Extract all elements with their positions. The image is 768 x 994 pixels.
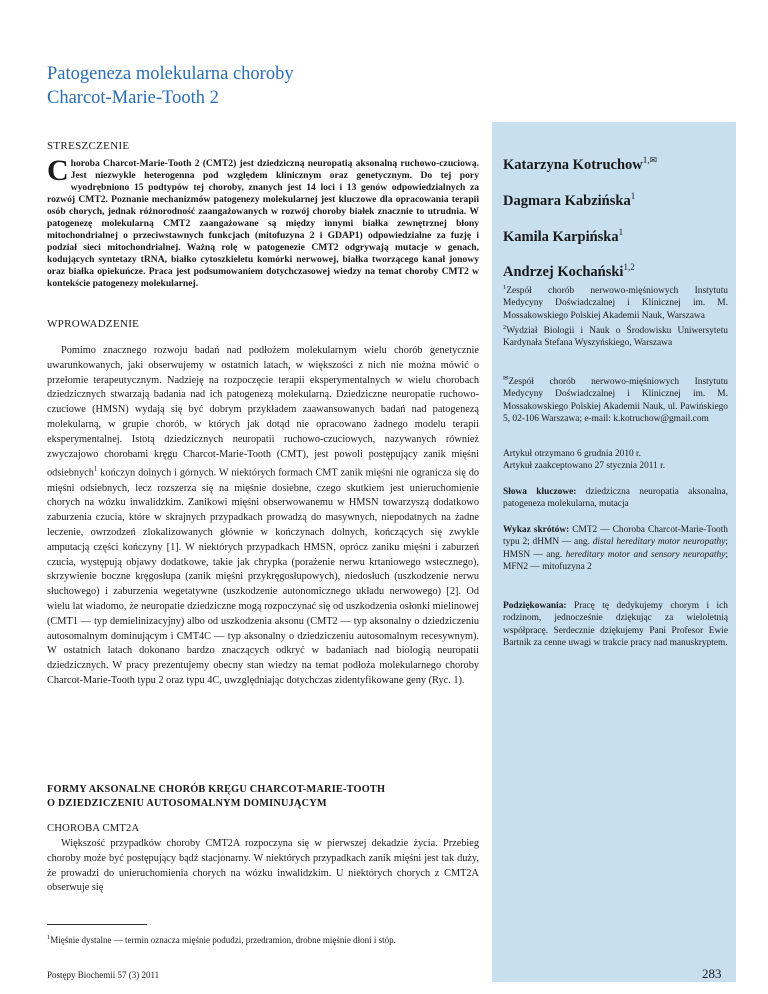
affiliation-2-number: 2 (503, 324, 507, 332)
keywords (503, 486, 728, 511)
author-affiliation: 1 (618, 226, 624, 237)
abbrev-part-3: ; MFN2 — mitofuzyna 2 (503, 549, 728, 572)
introduction-section (47, 318, 479, 689)
affiliation-1-text: Zespół chorób nerwowo-mięśniowych Instytutu Medycyny Doświadczalnej i Klinicznej im. M. Mossakowskiego Polskiej Akademii Nauk, Warszawa (503, 286, 728, 321)
introduction-heading: WPROWADZENIE (47, 318, 140, 330)
footnote-text: Mięśnie dystalne — termin oznacza mięśnie podudzi, przedramion, drobne mięśnie dłoni i stóp. (50, 935, 396, 945)
abbrev-italic-1: distal hereditary motor neuropathy (592, 537, 726, 548)
author-name: Andrzej Kochański (503, 264, 624, 281)
cmt2a-heading: CHOROBA CMT2A (47, 823, 140, 834)
author-affiliation: 1,2 (623, 262, 635, 273)
introduction-text (47, 344, 479, 689)
affiliation-2-text: Wydział Biologii i Nauk o Środowisku Uniwersytetu Kardynała Stefana Wyszyńskiego, Warszawa (503, 326, 728, 349)
author-2 (503, 186, 728, 211)
abbrev-part-2: ; HMSN — ang. (503, 537, 729, 560)
author-affiliation: 1,✉ (642, 155, 658, 165)
correspondence-text-wrap (503, 373, 728, 425)
abbreviations-label: Wykaz skrótów: (503, 525, 570, 535)
abstract-body: horoba Charcot-Marie-Tooth 2 (CMT2) jest dziedziczną neuropatią aksonalną ruchowo-czuciową. Jest niezwykle heterogenna pod względem klinicznym oraz genetycznym. Do tej pory wyodrębniono 15 podtypów tej choroby, znanych jest 14 loci i 13 genów odpowiedzialnych za rozwój CMT2. Poznanie mechanizmów patogenezy molekularnej jest kluczowe dla opracowania terapii osób chorych, jednak różnorodność zaangażowanych w rozwój choroby białek znacznie to utrudnia. W patogenezę molekularną CMT2 zaangażowane są między innymi białka zewnętrznej błony mitochondrialnej o przeciwstawnych funkcjach (mitofuzyna 2 i GDAP1) odpowiedzialne za fuzję i podział sieci mitochondrialnej. Ważną rolę w patogenezie CMT2 odgrywają mutacje w genach, kodujących syntetazy tRNA, białko cytoszkieletu komórki nerwowej, białka tworzącego kanał jonowy oraz białka opiekuńcze. Praca jest podsumowaniem dotychczasowej wiedzy na temat choroby CMT2 w kontekście patogenezy molekularnej. (47, 158, 479, 289)
author-name: Dagmara Kabzińska (503, 192, 631, 209)
envelope-icon: ✉ (503, 375, 509, 382)
footnote-number: 1 (47, 934, 51, 941)
abstract-section (47, 140, 479, 290)
footnote (47, 932, 479, 946)
author-name: Katarzyna Kotruchow (503, 156, 643, 173)
abstract-heading: STRESZCZENIE (47, 140, 130, 152)
acknowledgements-text-wrap (503, 600, 728, 649)
correspondence (503, 373, 728, 425)
section-2 (47, 783, 479, 811)
section-2-heading (47, 783, 479, 811)
abbrev-part-1: CMT2 — Choroba Charcot-Marie-Tooth typu 2; dHMN — ang. (503, 525, 728, 548)
abbrev-italic-2: hereditary motor and sensory neuropathy (565, 549, 726, 560)
page-number: 283 (702, 966, 722, 981)
acknowledgements-text: Pracę tę dedykujemy chorym i ich rodzinom, jednocześnie dziękując za wieloletnią współpracę. Serdecznie dziękujemy Pani Profesor Ewie Bartnik za cenne uwagi w trakcie pracy nad manuskryptem. (503, 601, 728, 648)
footnote-divider (47, 924, 147, 925)
affiliation-1-number: 1 (503, 284, 507, 291)
keywords-label: Słowa kluczowe: (503, 487, 577, 497)
received-date: Artykuł otrzymano 6 grudnia 2010 r. (503, 449, 641, 459)
author-list (503, 150, 728, 293)
affiliation-1 (503, 282, 728, 322)
intro-text-part-2: kończyn dolnych i górnych. W niektórych formach CMT zanik mięśni nie ogranicza się do mięśni odsiebnych, lecz rozszerza się na mięśnie dosiebne, czego skutkiem jest unieruchomienie chorych na wózku inwalidzkim. Zanikowi mięśni obserwowanemu w HMSN towarzyszą dodatkowo zaburzenia czucia, które w skrajnych przypadkach prowadzą do masywnych, niepodatnych na żadne leczenie, owrzodzeń zlokalizowanych głównie w kończynach dolnych, kończących się zwykle amputacją części kończyny [1]. W niektórych przypadkach HMSN, oprócz zaniku mięśni i zaburzeń czucia, występują objawy dodatkowe, takie jak chrypka (porażenie nerwu krtaniowego wstecznego), skrzywienie boczne kręgosłupa (zanik mięśni przykręgosłupowych), niedosłuch (uszkodzenie nerwu słuchowego) i zaburzenia wegetatywne (uszkodzenie autonomicznego układu nerwowego) [2]. Od wielu lat wiadomo, że neuropatie dziedziczne mogą rozpoczynać się od uszkodzenia osłonki mielinowej (CMT1 — typ demielinizacyjny) albo od uszkodzenia aksonu (CMT2 — typ aksonalny o dziedziczeniu autosomalnym dominującym i CMT4C — typ aksonalny o dziedziczeniu autosomalnym recesywnym). W ostatnich latach dokonano bardzo znaczących odkryć w badaniach nad biologią neuropatii dziedzicznych. W pracy prezentujemy obecny stan wiedzy na temat podłoża molekularnego choroby Charcot-Marie-Tooth typu 2 oraz typu 4C, uwzględniając dotychczas zidentyfikowane geny (Ryc. 1). (47, 467, 479, 686)
footnote-ref: 1 (93, 465, 98, 474)
abstract-text (47, 154, 479, 290)
title-line-2: Charcot-Marie-Tooth 2 (47, 88, 219, 108)
keywords-text: dziedziczna neuropatia aksonalna, patogeneza molekularna, mutacja (503, 487, 728, 510)
keywords-text-wrap (503, 486, 728, 511)
cmt2a-section (47, 823, 479, 896)
affiliations (503, 282, 728, 350)
abbreviations (503, 524, 728, 573)
section-2-heading-line-2: O DZIEDZICZENIU AUTOSOMALNYM DOMINUJĄCYM (47, 798, 327, 809)
title-line-1: Patogeneza molekularna choroby (47, 64, 294, 84)
article-dates (503, 448, 728, 473)
affiliation-2 (503, 322, 728, 350)
author-affiliation: 1 (630, 190, 636, 201)
abbreviations-text-wrap (503, 524, 728, 573)
accepted-date: Artykuł zaakceptowano 27 stycznia 2011 r. (503, 461, 666, 472)
drop-cap: C (47, 154, 69, 187)
author-3 (503, 222, 728, 247)
author-name: Kamila Karpińska (503, 228, 619, 245)
author-4 (503, 257, 728, 282)
cmt2a-text: Większość przypadków choroby CMT2A rozpoczyna się w pierwszej dekadzie życia. Przebieg choroby może być postępujący bądź stacjonarny. W niektórych przypadkach zanik mięśni jest tak duży, że prowadzi do unieruchomienia chorych na wózku inwalidzkim. U niektórych chorych z CMT2A obserwuje się (47, 838, 479, 894)
journal-citation: Postępy Biochemii 57 (3) 2011 (47, 970, 160, 980)
section-2-heading-line-1: FORMY AKSONALNE CHORÓB KRĘGU CHARCOT-MARIE-TOOTH (47, 784, 386, 795)
article-title (47, 62, 467, 110)
author-1 (503, 150, 728, 175)
intro-text-part-1: Pomimo znacznego rozwoju badań nad podłożem molekularnym wielu chorób genetycznie uwarunkowanych, jaki obserwujemy w ostatnich latach, w większości z nich nie można mówić o przełomie terapeutycznym. Nadzieję na rozpoczęcie terapii eksperymentalnych w wielu chorobach dziedzicznych stwarzają badania nad ich patogenezą molekularną. Dziedziczne neuropatie ruchowo-czuciowe (HMSN) wydają się być dobrym przykładem zaawansowanych badań nad patogenezą molekularną, w grupie chorób, w których jak dotąd nie opracowano żadnego modelu terapii eksperymentalnej. Istotą dziedzicznych neuropatii ruchowo-czuciowych, nazywanych również zwyczajowo chorobami kręgu Charcot-Marie-Tooth (CMT), jest powoli postępujący zanik mięśni odsiebnych (47, 345, 479, 479)
acknowledgements (503, 600, 728, 649)
correspondence-text: Zespół chorób nerwowo-mięśniowych Instytutu Medycyny Doświadczalnej i Klinicznej im. M. Mossakowskiego Polskiej Akademii Nauk, ul. Pawińskiego 5, 02-106 Warszawa; e-mail: k.kotruchow@gmail.com (503, 377, 728, 425)
acknowledgements-label: Podziękowania: (503, 601, 567, 611)
